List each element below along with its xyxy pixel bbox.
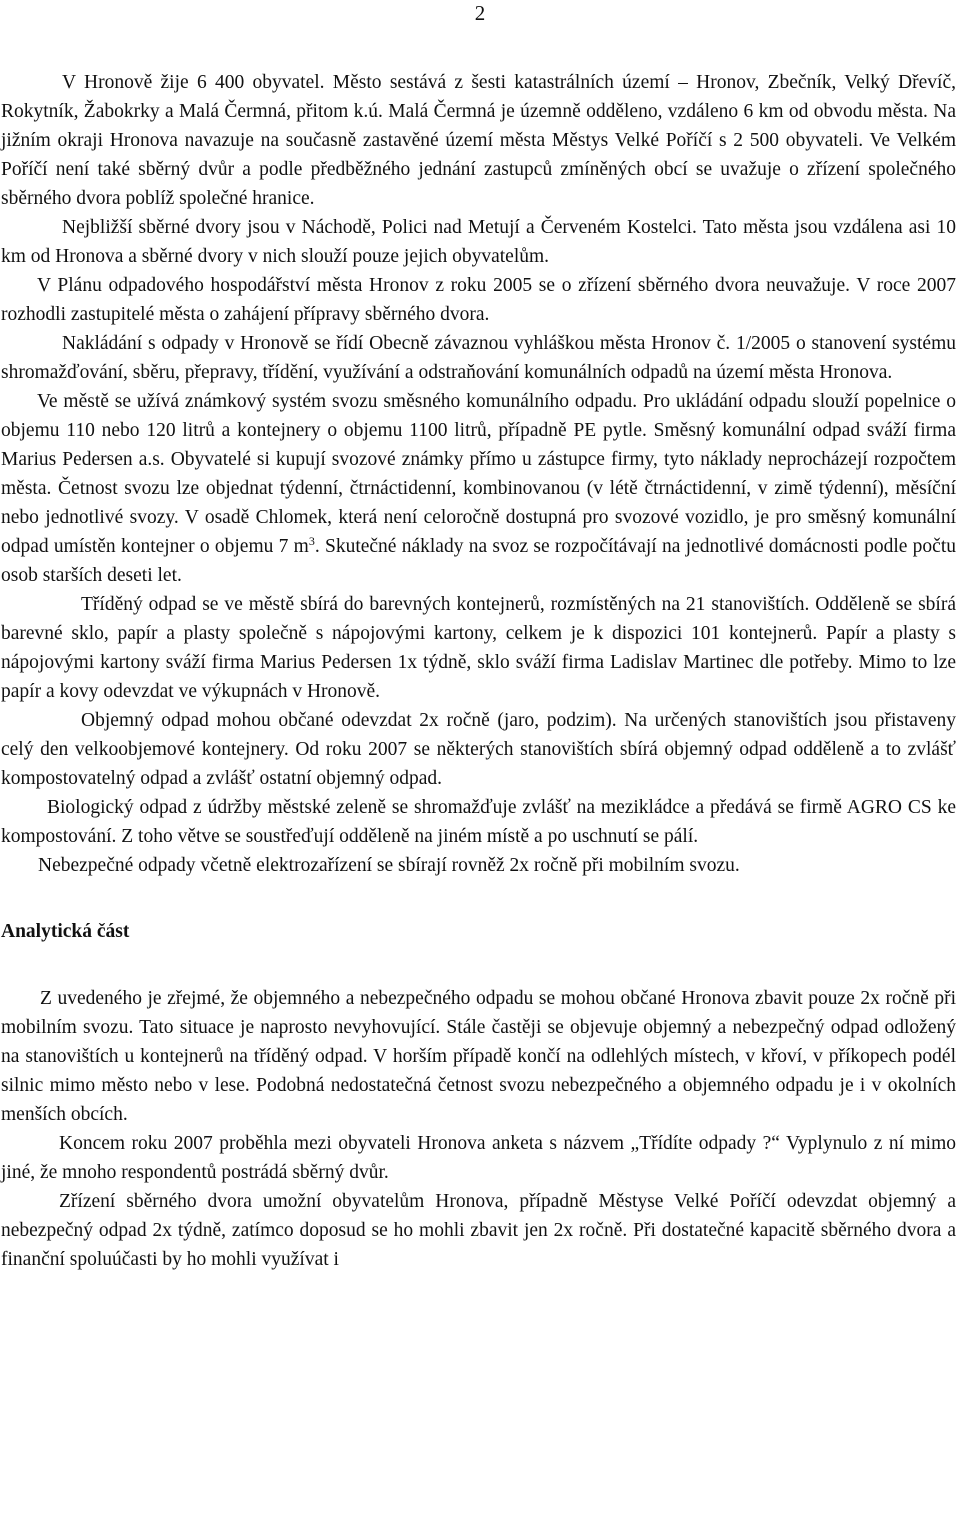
paragraph-mixed-waste-tail: . Skutečné náklady na svoz se rozpočítávají na jednotlivé domácnosti podle počtu osob starších deseti let. [1,536,956,586]
paragraph-nearest-collection-yards: Nejbližší sběrné dvory jsou v Náchodě, Polici nad Metují a Červeném Kostelci. Tato města jsou vzdálena asi 10 km od Hronova a sběrné dvory v nich slouží pouze jejich obyvatelům. [1,217,956,267]
paragraph-mixed-waste-text: Ve městě se užívá známkový systém svozu směsného komunálního odpadu. Pro ukládání odpadu slouží popelnice o objemu 110 nebo 120 litrů a kontejnery o objemu 1100 litrů, případně PE pytle. Směsný komunální odpad sváží firma Marius Pedersen a.s. Obyvatelé si kupují svozové známky přímo u zástupce firmy, tyto náklady neprocházejí rozpočtem města. Četnost svozu lze objednat týdenní, čtrnáctidenní, kombinovanou (v létě čtrnáctidenní, v zimě týdenní), měsíční nebo jednotlivé svozy. V osadě Chlomek, která není celoročně dostupná pro svozové vozidlo, je pro směsný komunální odpad umístěn kontejner o objemu 7 m [1,391,956,557]
paragraph-sorted-waste: Tříděný odpad se ve městě sbírá do barevných kontejnerů, rozmístěných na 21 stanovištích. Odděleně se sbírá barevné sklo, papír a plasty společně s nápojovými kartony, celkem je k dispozici 101 kontejnerů. Papír a plasty s nápojovými kartony sváží firma Marius Pedersen 1x týdně, sklo sváží firma Ladislav Martinec dle potřeby. Mimo to lze papír a kovy odevzdat ve výkupnách v Hronově. [1,594,956,702]
paragraph-mixed-waste [1,387,956,590]
page-number: 2 [474,1,486,25]
paragraph-hazardous-waste: Nebezpečné odpady včetně elektrozařízení se sbírají rovněž 2x ročně při mobilním svozu. [38,855,740,876]
paragraph-municipal-decree: Nakládání s odpady v Hronově se řídí Obecně závaznou vyhláškou města Hronov č. 1/2005 o stanovení systému shromažďování, sběru, přepravy, třídění, využívání a odstraňování komunálních odpadů na území města Hronova. [1,333,956,383]
paragraph-biological-waste: Biologický odpad z údržby městské zeleně se shromažďuje zvlášť na mezikládce a předává se firmě AGRO CS ke kompostování. Z toho větve se soustřeďují odděleně na jiném místě a po uschnutí se pálí. [1,797,956,847]
paragraph-waste-plan: V Plánu odpadového hospodářství města Hronov z roku 2005 se o zřízení sběrného dvora neuvažuje. V roce 2007 rozhodli zastupitelé města o zahájení přípravy sběrného dvora. [1,275,956,325]
paragraph-population: V Hronově žije 6 400 obyvatel. Město sestává z šesti katastrálních území – Hronov, Zbečník, Velký Dřevíč, Rokytník, Žabokrky a Malá Čermná, přitom k.ú. Malá Čermná je územně odděleno, vzdáleno 6 km od obvodu města. Na jižním okraji Hronova navazuje na současně zastavěné území města Městys Velké Poříčí s 2 500 obyvateli. Ve Velkém Poříčí není také sběrný dvůr a podle předběžného jednání zastupců zmíněných obcí se uvažuje o zřízení společného sběrného dvora poblíž společné hranice. [1,72,956,209]
cubic-superscript: 3 [308,534,315,548]
paragraph-analysis-1: Z uvedeného je zřejmé, že objemného a nebezpečného odpadu se mohou občané Hronova zbavit pouze 2x ročně při mobilním svozu. Tato situace je naprosto nevyhovující. Stále častěji se objevuje objemný a nebezpečný odpad odložený na stanovištích u kontejnerů na tříděný odpad. V horším případě končí na odlehlých místech, v křoví, v příkopech podél silnic mimo město nebo v lese. Podobná nedostatečná četnost svozu nebezpečného a objemného odpadu je i v okolních menších obcích. [1,988,956,1125]
section-heading-analysis: Analytická část [1,921,130,942]
document-body [1,68,956,1274]
paragraph-bulky-waste: Objemný odpad mohou občané odevzdat 2x ročně (jaro, podzim). Na určených stanovištích jsou přistaveny celý den velkoobjemové kontejnery. Od roku 2007 se některých stanovištích sbírá objemný odpad odděleně a to zvlášť kompostovatelný odpad a zvlášť ostatní objemný odpad. [1,710,956,789]
paragraph-analysis-survey: Koncem roku 2007 proběhla mezi obyvateli Hronova anketa s názvem „Třídíte odpady ?“ Vyplynulo z ní mimo jiné, že mnoho respondentů postrádá sběrný dvůr. [1,1133,956,1183]
paragraph-analysis-collection-yard: Zřízení sběrného dvora umožní obyvatelům Hronova, případně Městyse Velké Poříčí odevzdat objemný a nebezpečný odpad 2x týdně, zatímco doposud se ho mohli zbavit jen 2x ročně. Při dostatečné kapacitě sběrného dvora a finanční spoluúčasti by ho mohli využívat i [1,1191,956,1270]
